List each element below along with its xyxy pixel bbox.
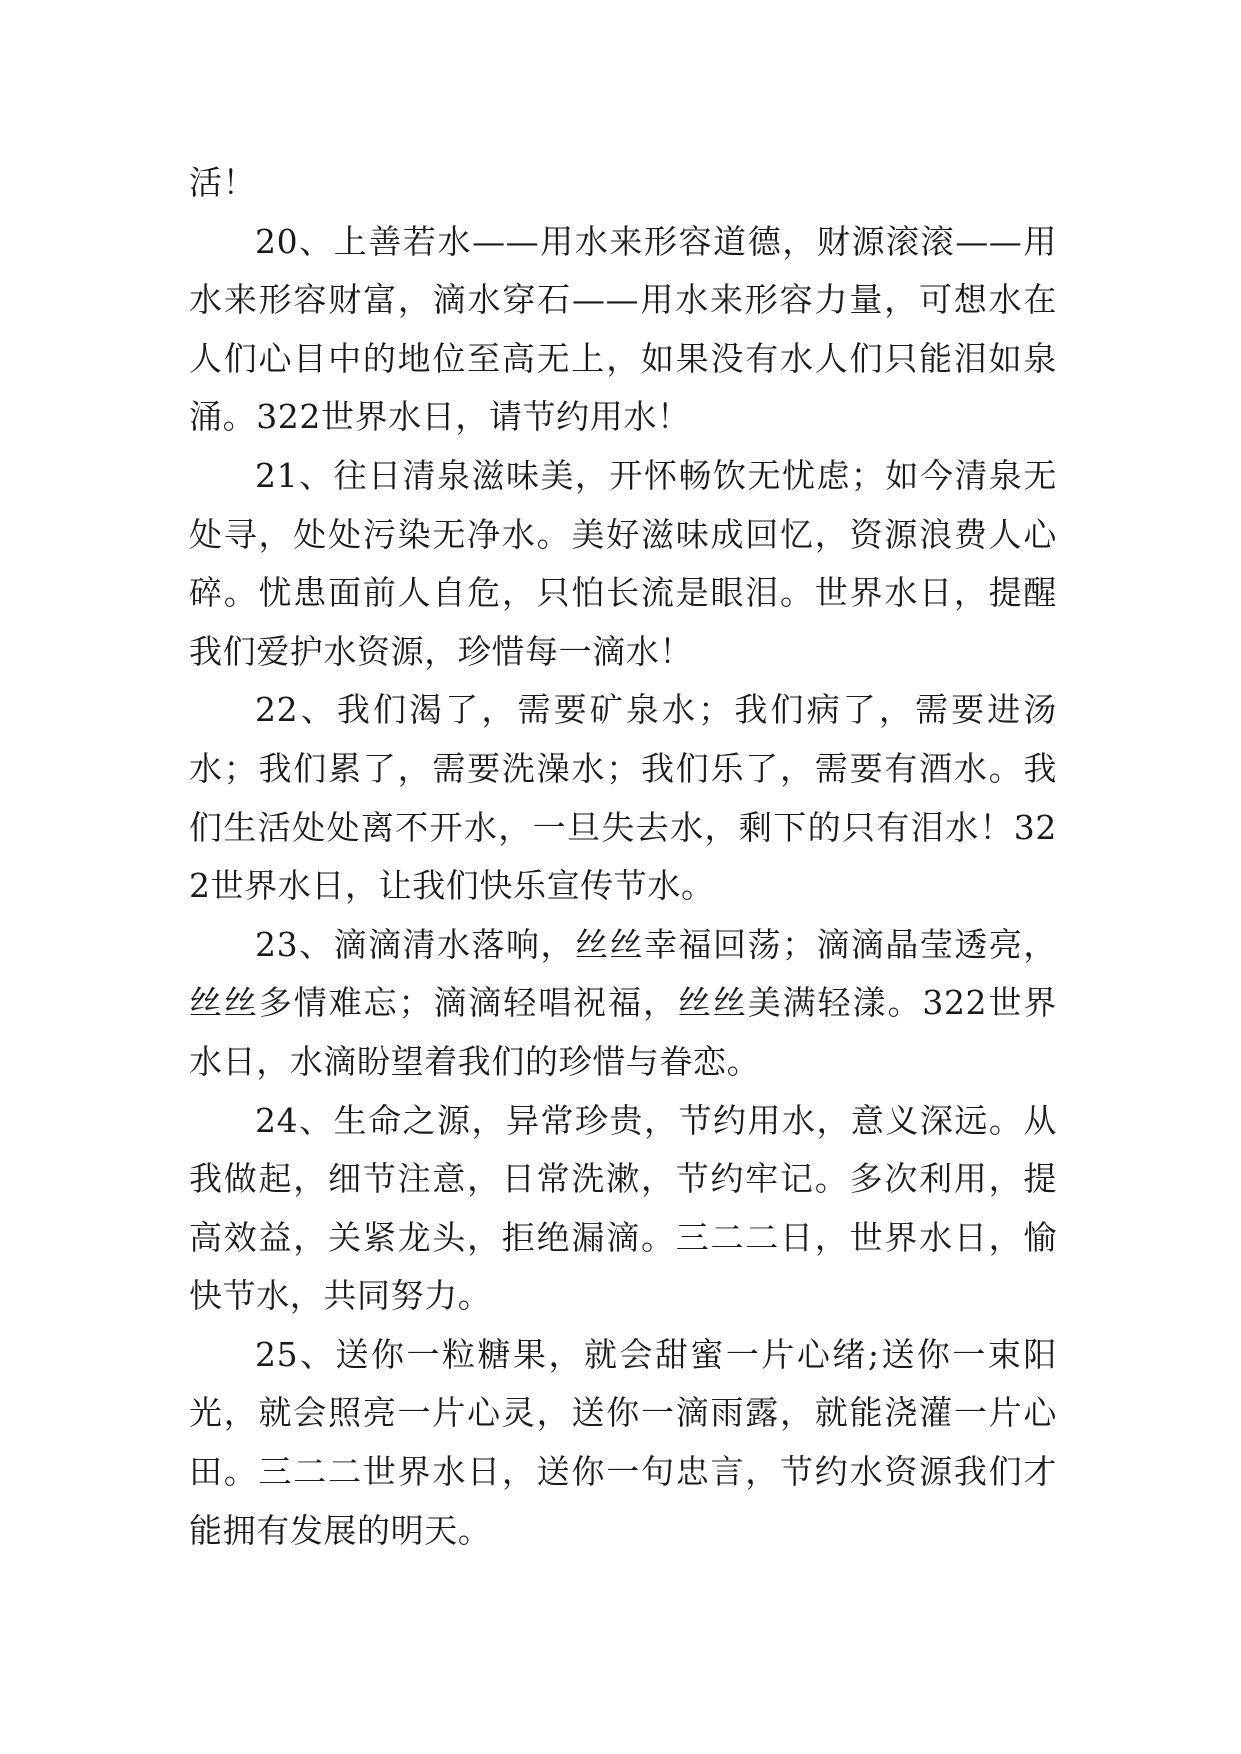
paragraph-item-23: 23、滴滴清水落响，丝丝幸福回荡；滴滴晶莹透亮，丝丝多情难忘；滴滴轻唱祝福，丝丝美满轻漾。322世界水日，水滴盼望着我们的珍惜与眷恋。 [189, 924, 1057, 1081]
paragraph-item-21: 21、往日清泉滋味美，开怀畅饮无忧虑；如今清泉无处寻，处处污染无净水。美好滋味成回忆，资源浪费人心碎。忧患面前人自危，只怕长流是眼泪。世界水日，提醒我们爱护水资源，珍惜每一滴水！ [189, 455, 1057, 671]
paragraph-item-24: 24、生命之源，异常珍贵，节约用水，意义深远。从我做起，细节注意，日常洗漱，节约牢记。多次利用，提高效益，关紧龙头，拒绝漏滴。三二二日，世界水日，愉快节水，共同努力。 [189, 1100, 1057, 1316]
paragraph-item-20: 20、上善若水——用水来形容道德，财源滚滚——用水来形容财富，滴水穿石——用水来形容力量，可想水在人们心目中的地位至高无上，如果没有水人们只能泪如泉涌。322世界水日，请节约用水！ [189, 221, 1057, 437]
paragraph-item-22: 22、我们渴了，需要矿泉水；我们病了，需要进汤水；我们累了，需要洗澡水；我们乐了，需要有酒水。我们生活处处离不开水，一旦失去水，剩下的只有泪水！322世界水日，让我们快乐宣传节水。 [189, 690, 1057, 906]
document-body [189, 154, 1057, 1560]
paragraph-item-25: 25、送你一粒糖果，就会甜蜜一片心绪;送你一束阳光，就会照亮一片心灵，送你一滴雨露，就能浇灌一片心田。三二二世界水日，送你一句忠言，节约水资源我们才能拥有发展的明天。 [189, 1334, 1057, 1550]
paragraph-continuation: 活！ [189, 163, 257, 202]
